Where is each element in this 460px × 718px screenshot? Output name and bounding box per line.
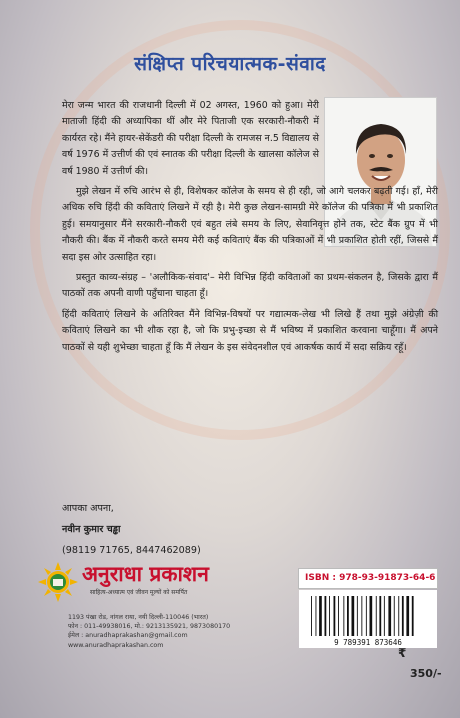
rupee-icon: ₹ (398, 646, 407, 660)
publisher-email: ईमेल : anuradhaprakashan@gmail.com (68, 632, 188, 640)
paragraph-writing: मुझे लेखन में रुचि आरंभ से ही, विशेषकर कॉलेज के समय से ही रही, जो आगे चलकर बढ़ती गई। हाँ, मेरी अधिक रुचि हिंदी की कविताएं लिखने में रही है। मेरी कुछ लेखन-सामग्री मेरे कॉलेज की पत्रिका में भी प्रकाशित हुई। समयानुसार मैंने सरकारी-नौकरी एवं बहुत लंबे समय के लिए, सेवानिवृत्त होने तक, स्टेट बैंक ग्रुप में भी नौकरी की। बैंक में नौकरी करते समय मेरी कई कविताएं बैंक की पत्रिकाओं में भी प्रकाशित होती रहीं, जिससे मैं सदा इस ओर उत्साहित रहा। (62, 186, 438, 263)
closing-text: आपका अपना, (62, 503, 114, 514)
paragraph-future: हिंदी कविताएं लिखने के अतिरिक्त मैंने विभिन्न-विषयों पर गद्यात्मक-लेख भी लिखे हैं तथा मुझे अंग्रेज़ी की कविताएं लिखने का भी शौक रहा है, जो कि प्रभु-इच्छा से मैं भविष्य में प्रकाशित करवाना चाहूँगा। मैं अपने पाठकों से यही शुभेच्छा चाहता हूँ कि मैं लेखन के इस संवेदनशील एवं आकर्षक कार्य में सदा सक्रिय रहूँ। (62, 308, 438, 353)
paragraph-collection: प्रस्तुत काव्य-संग्रह – 'अलौकिक-संवाद'– मेरी विभिन्न हिंदी कविताओं का प्रथम-संकलन है, जिसके द्वारा मैं पाठकों तक अपनी वाणी पहुँचाना चाहता हूँ। (62, 272, 438, 300)
barcode-digits: 9 789391 873646 (334, 638, 402, 647)
author-phones: (98119 71765, 8447462089) (62, 545, 201, 556)
paragraph-birth: मेरा जन्म भारत की राजधानी दिल्ली में 02 अगस्त, 1960 को हुआ। मेरी माताजी हिंदी की अध्यापिका थीं और मेरे पिताजी एक सरकारी-नौकरी में कार्यरत रहे। मैंने हायर-सेकेंडरी की परीक्षा दिल्ली के रामजस न.5 विद्यालय से वर्ष 1976 में उत्तीर्ण की एवं स्नातक की परीक्षा दिल्ली के खालसा कॉलेज से वर्ष 1980 में उत्तीर्ण की। (62, 100, 319, 177)
publisher-logo-icon (38, 562, 78, 606)
publisher-tagline: साहित्य-अध्यात्म एवं जीवन मूल्यों को समर्पित (90, 589, 188, 596)
publisher-contact (68, 613, 230, 650)
barcode (299, 590, 437, 648)
publisher-website: www.anuradhaprakashan.com (68, 641, 164, 649)
signature-block (62, 498, 201, 561)
isbn-label: ISBN : 978-93-91873-64-6 (298, 568, 438, 589)
page-title: संक्षिप्त परिचयात्मक-संवाद (134, 53, 326, 75)
price-label: 350/- (410, 667, 442, 680)
publisher-address: 1193 पंखा रोड, नांगल राया, नयी दिल्ली-110046 (भारत) (68, 614, 209, 621)
publisher-phone: फोन : 011-49938016, मो.: 9213135921, 9873080170 (68, 623, 231, 631)
publisher-name: अनुराधा प्रकाशन (82, 562, 209, 586)
author-name: नवीन कुमार चड्ढा (62, 524, 121, 535)
intro-text (62, 98, 438, 360)
